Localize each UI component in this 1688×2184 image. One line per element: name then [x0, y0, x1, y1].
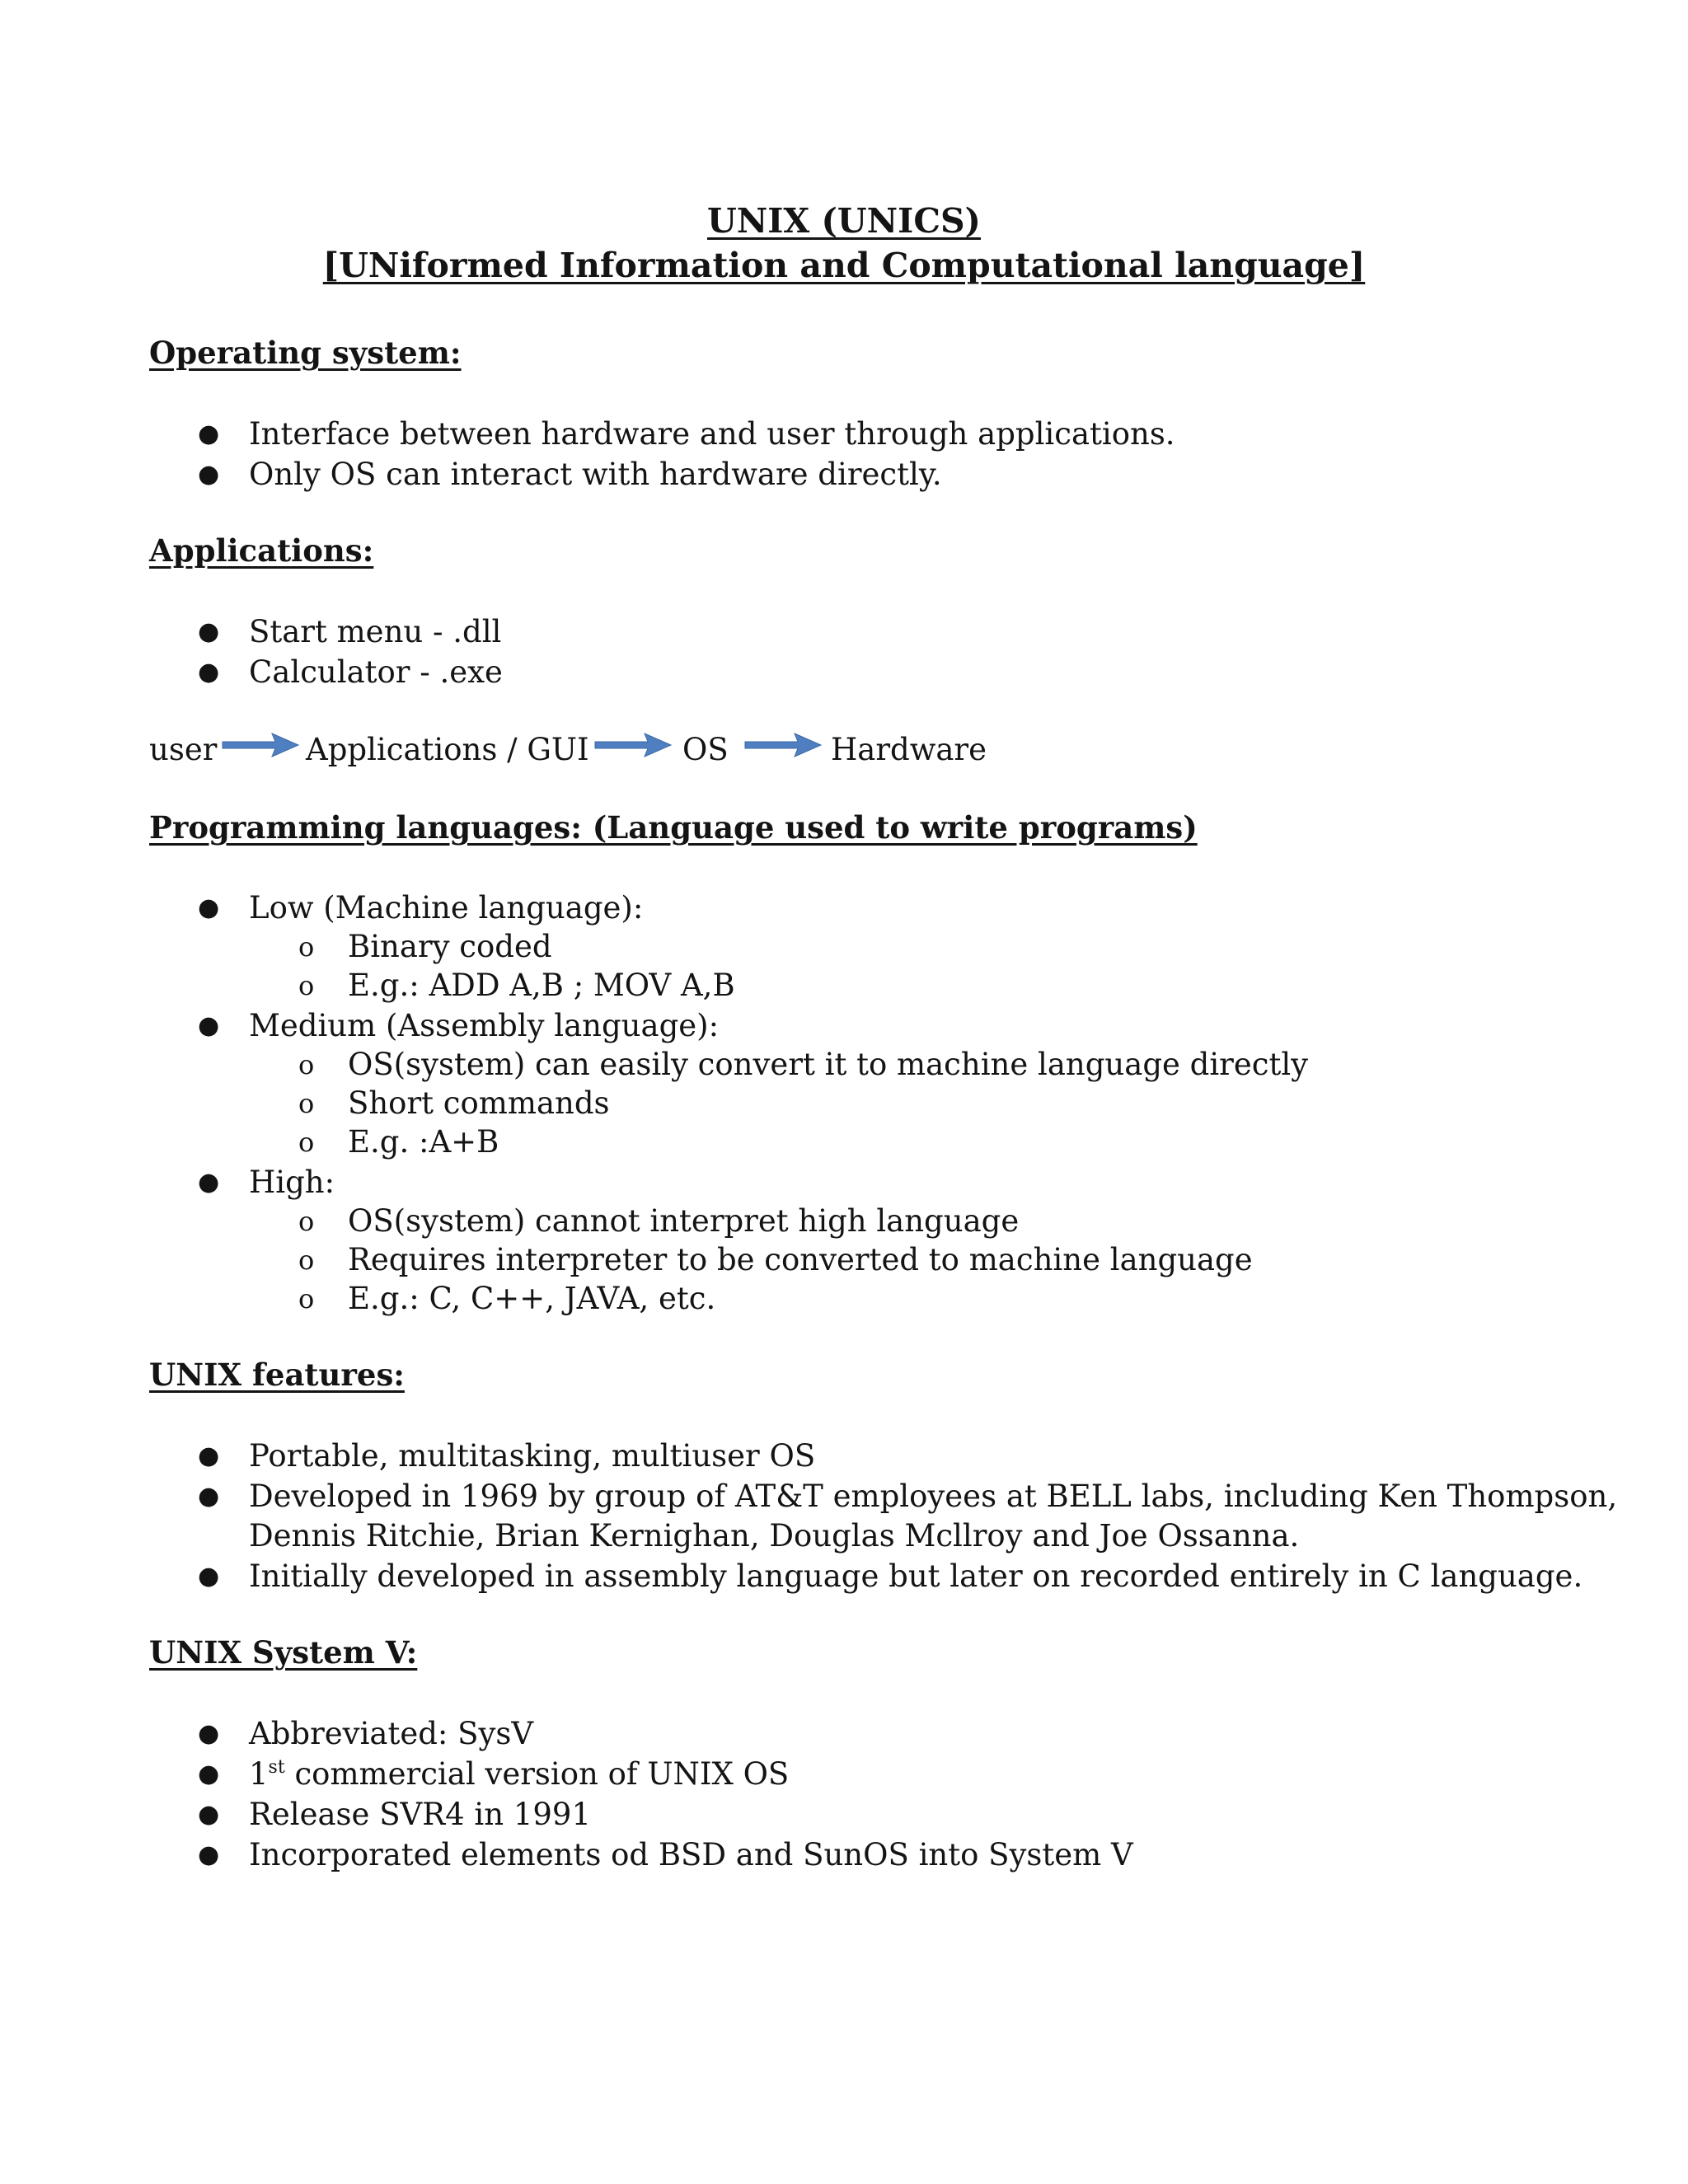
document-title-line1: UNIX (UNICS)	[707, 201, 981, 241]
list-item: Medium (Assembly language):	[249, 1008, 720, 1043]
list-item: High:	[249, 1165, 335, 1200]
list-item: Initially developed in assembly language but later on recorded entirely in C language.	[249, 1558, 1583, 1594]
sub-list-item: Binary coded	[348, 929, 552, 964]
list-item: Calculator - .exe	[249, 654, 503, 690]
ordinal-number: 1	[249, 1756, 269, 1792]
flow-step-hardware: Hardware	[831, 732, 987, 767]
sub-list-item: OS(system) cannot interpret high language	[348, 1203, 1020, 1239]
list-item-continuation: Dennis Ritchie, Brian Kernighan, Douglas Mcllroy and Joe Ossanna.	[249, 1518, 1300, 1554]
bullet-icon: ●	[198, 1562, 220, 1591]
ordinal-suffix: st	[268, 1757, 285, 1778]
sub-list-item: Short commands	[348, 1085, 610, 1121]
bullet-icon: ●	[198, 1800, 220, 1829]
list-item: Abbreviated: SysV	[249, 1716, 534, 1751]
list-item: Interface between hardware and user through applications.	[249, 416, 1175, 452]
bullet-icon: ●	[198, 1441, 220, 1470]
bullet-icon: ●	[198, 893, 220, 922]
sub-list-item: Requires interpreter to be converted to machine language	[348, 1242, 1253, 1277]
bullet-icon: ●	[198, 1719, 220, 1748]
bullet-icon: ●	[198, 658, 220, 687]
list-item: Only OS can interact with hardware directly.	[249, 457, 942, 492]
list-item	[249, 1756, 789, 1793]
bullet-icon: ●	[198, 419, 220, 448]
document-title-line2: [UNiformed Information and Computational language]	[322, 246, 1366, 285]
list-item: Release SVR4 in 1991	[249, 1797, 592, 1832]
list-item: Start menu - .dll	[249, 614, 502, 649]
section-heading-applications: Applications:	[149, 532, 374, 569]
list-item: Portable, multitasking, multiuser OS	[249, 1438, 816, 1474]
right-arrow-icon	[593, 730, 673, 760]
flow-step-applications: Applications / GUI	[306, 732, 589, 767]
bullet-icon: ●	[198, 1168, 220, 1197]
right-arrow-icon	[743, 730, 823, 760]
bullet-icon: ●	[198, 1760, 220, 1788]
circle-bullet-icon: o	[298, 1283, 315, 1315]
circle-bullet-icon: o	[298, 1127, 315, 1158]
sub-list-item: E.g.: ADD A,B ; MOV A,B	[348, 968, 735, 1003]
circle-bullet-icon: o	[298, 1049, 315, 1080]
sub-list-item: E.g. :A+B	[348, 1124, 499, 1160]
bullet-icon: ●	[198, 460, 220, 489]
list-item: Incorporated elements od BSD and SunOS into System V	[249, 1837, 1133, 1872]
sub-list-item: E.g.: C, C++, JAVA, etc.	[348, 1281, 716, 1316]
list-item: Low (Machine language):	[249, 890, 644, 926]
right-arrow-icon	[221, 730, 300, 760]
circle-bullet-icon: o	[298, 931, 315, 963]
circle-bullet-icon: o	[298, 970, 315, 1001]
bullet-icon: ●	[198, 617, 220, 646]
sub-list-item: OS(system) can easily convert it to machine language directly	[348, 1047, 1309, 1082]
section-heading-programming-languages: Programming languages: (Language used to write programs)	[149, 809, 1198, 846]
section-heading-unix-features: UNIX features:	[149, 1357, 405, 1393]
list-item: Developed in 1969 by group of AT&T employees at BELL labs, including Ken Thompson,	[249, 1479, 1618, 1514]
flow-step-os: OS	[682, 732, 729, 767]
flow-step-user: user	[149, 732, 218, 767]
section-heading-unix-system-v: UNIX System V:	[149, 1634, 418, 1671]
list-item-text: commercial version of UNIX OS	[294, 1756, 790, 1792]
circle-bullet-icon: o	[298, 1244, 315, 1276]
circle-bullet-icon: o	[298, 1088, 315, 1119]
circle-bullet-icon: o	[298, 1206, 315, 1237]
section-heading-operating-system: Operating system:	[149, 335, 462, 371]
bullet-icon: ●	[198, 1840, 220, 1869]
bullet-icon: ●	[198, 1482, 220, 1511]
bullet-icon: ●	[198, 1011, 220, 1040]
